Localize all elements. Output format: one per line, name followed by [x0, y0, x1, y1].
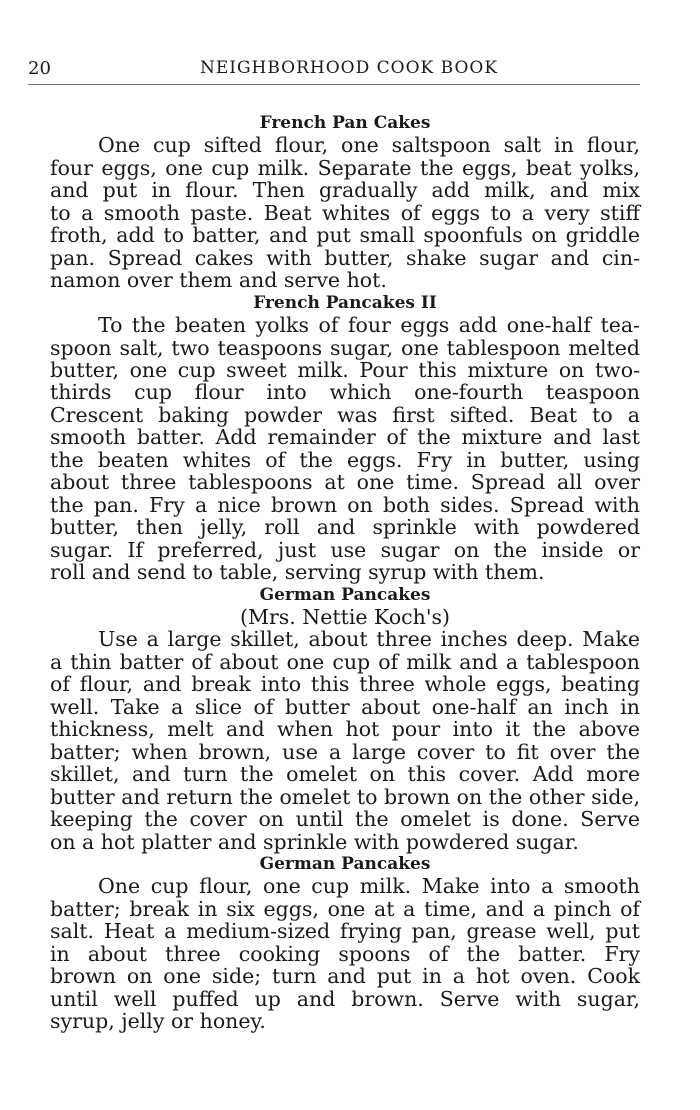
text-line: about three tablespoons at one time. Spread all over — [50, 470, 640, 495]
recipe-title: French Pan Cakes — [259, 113, 431, 133]
text-line: syrup, jelly or honey. — [50, 1009, 266, 1034]
text-line: butter, then jelly, roll and sprinkle with powdered — [50, 515, 640, 540]
text-line: One cup flour, one cup milk. Make into a smooth — [98, 874, 640, 899]
text-line: pan. Spread cakes with butter, shake sugar and cin- — [50, 245, 640, 270]
text-line: thirds cup flour into which one-fourth teaspoon — [50, 380, 640, 405]
text-line: of flour, and break into this three whole eggs, beating — [50, 672, 640, 697]
text-line: four eggs, one cup milk. Separate the eggs, beat yolks, — [50, 155, 640, 180]
recipe — [50, 112, 640, 292]
recipe-title: French Pancakes II — [253, 292, 437, 313]
text-line: To the beaten yolks of four eggs add one-half tea- — [98, 313, 640, 338]
text-line: brown on one side; turn and put in a hot oven. Cook — [50, 964, 640, 989]
recipe-title: German Pancakes — [259, 853, 431, 874]
page-header — [28, 58, 640, 88]
text-line: smooth batter. Add remainder of the mixture and last — [50, 425, 640, 450]
text-line: until well puffed up and brown. Serve with sugar, — [50, 986, 640, 1011]
text-line: a thin batter of about one cup of milk and a tablespoon — [50, 649, 640, 674]
text-line: Use a large skillet, about three inches deep. Make — [98, 627, 640, 652]
recipe — [50, 584, 640, 853]
text-line: on a hot platter and sprinkle with powdered sugar. — [50, 829, 579, 854]
text-line: roll and send to table, serving syrup with them. — [50, 560, 545, 585]
text-line: in about three cooking spoons of the batter. Fry — [50, 941, 640, 966]
text-line: thickness, melt and when hot pour into it the above — [50, 717, 640, 742]
page-number: 20 — [28, 58, 51, 79]
text-line: skillet, and turn the omelet on this cover. Add more — [50, 762, 640, 787]
recipe — [50, 853, 640, 1033]
page-body — [50, 112, 640, 1033]
text-line: and put in flour. Then gradually add milk, and mix — [50, 178, 640, 203]
text-line: keeping the cover on until the omelet is done. Serve — [50, 807, 640, 832]
text-line: butter and return the omelet to brown on the other side, — [50, 784, 640, 809]
recipe — [50, 292, 640, 584]
text-line: One cup sifted flour, one saltspoon salt in flour, — [98, 133, 640, 158]
text-line: batter; when brown, use a large cover to fit over the — [50, 739, 640, 764]
header-rule — [28, 84, 640, 85]
text-line: spoon salt, two teaspoons sugar, one tablespoon melted — [50, 335, 640, 360]
text-line: froth, add to batter, and put small spoonfuls on griddle — [50, 223, 640, 248]
running-head: NEIGHBORHOOD COOK BOOK — [199, 58, 499, 78]
text-line: batter; break in six eggs, one at a time, and a pinch of — [50, 896, 640, 921]
text-line: butter, one cup sweet milk. Pour this mixture on two- — [50, 357, 640, 382]
recipe-title: German Pancakes — [259, 584, 431, 605]
text-line: well. Take a slice of butter about one-half an inch in — [50, 694, 640, 719]
text-line: namon over them and serve hot. — [50, 268, 387, 293]
text-line: the pan. Fry a nice brown on both sides. Spread with — [50, 492, 640, 517]
recipe-attribution: (Mrs. Nettie Koch's) — [239, 604, 451, 629]
text-line: sugar. If preferred, just use sugar on the inside or — [50, 537, 640, 562]
text-line: Crescent baking powder was first sifted. Beat to a — [50, 402, 640, 427]
text-line: salt. Heat a medium-sized frying pan, grease well, put — [50, 919, 640, 944]
text-line: to a smooth paste. Beat whites of eggs to a very stiff — [50, 200, 640, 225]
text-line: the beaten whites of the eggs. Fry in butter, using — [50, 447, 640, 472]
